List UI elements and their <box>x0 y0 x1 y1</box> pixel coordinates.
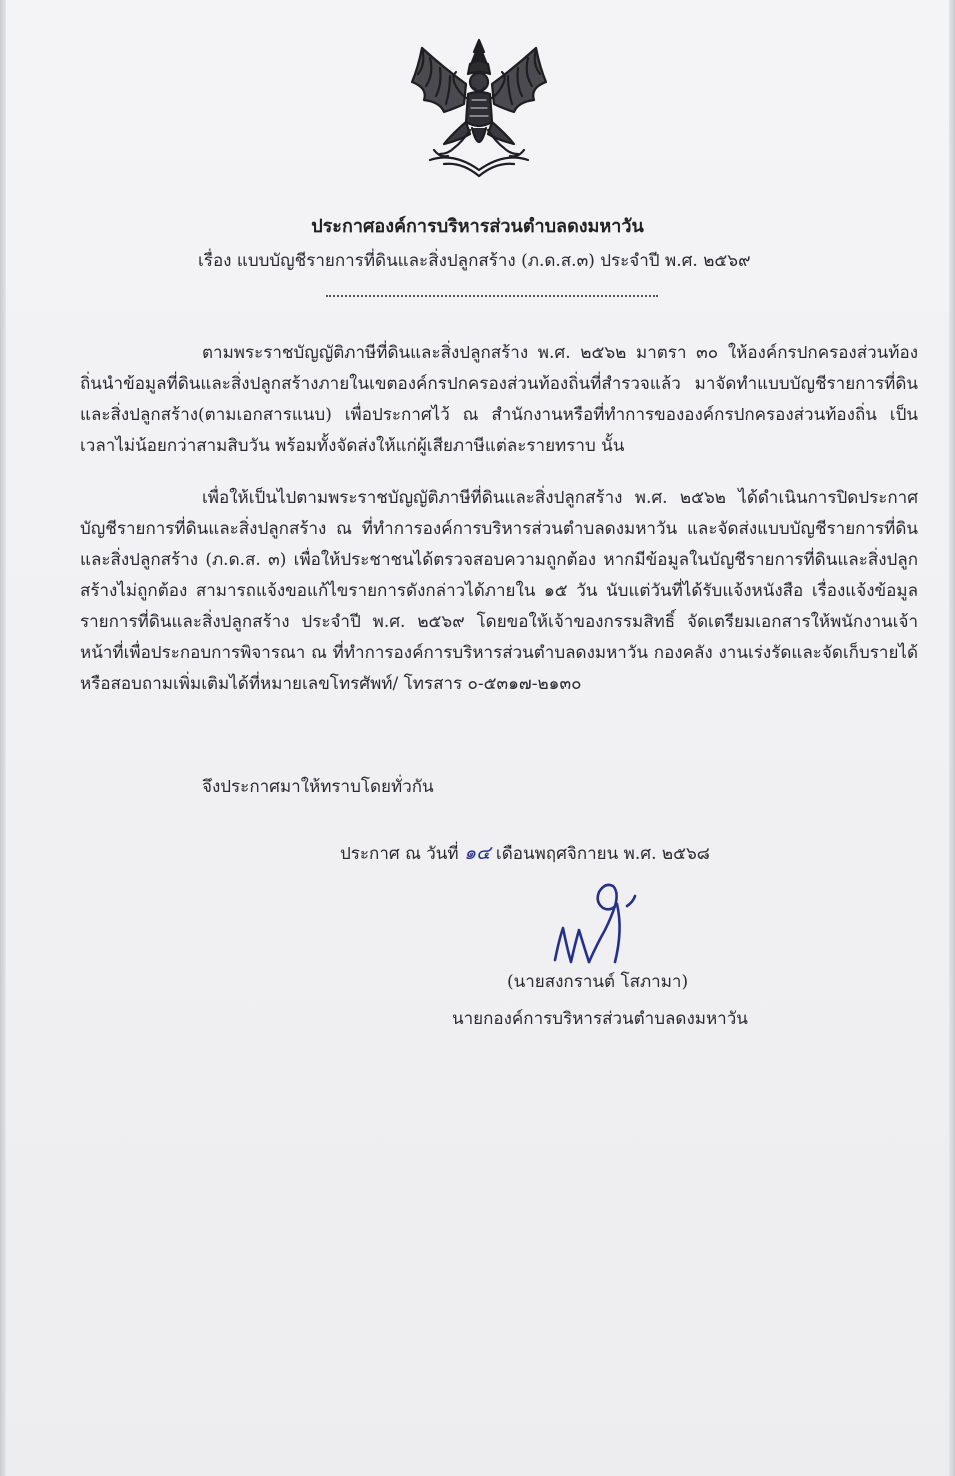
date-suffix: เดือนพฤศจิกายน พ.ศ. ๒๕๖๘ <box>495 844 710 864</box>
body-paragraph-2: เพื่อให้เป็นไปตามพระราชบัญญัติภาษีที่ดินและสิ่งปลูกสร้าง พ.ศ. ๒๕๖๒ ได้ดำเนินการปิดประกาศบัญชีรายการที่ดินและสิ่งปลูกสร้าง ณ ที่ทำการองค์การบริหารส่วนตำบลดงมหาวัน และจัดส่งแบบบัญชีรายการที่ดินและสิ่งปลูกสร้าง (ภ.ด.ส. ๓) เพื่อให้ประชาชนได้ตรวจสอบความถูกต้อง หากมีข้อมูลในบัญชีรายการที่ดินและสิ่งปลูกสร้างไม่ถูกต้อง สามารถแจ้งขอแก้ไขรายการดังกล่าวได้ภายใน ๑๕ วัน นับแต่วันที่ได้รับแจ้งหนังสือ เรื่องแจ้งข้อมูลรายการที่ดินและสิ่งปลูกสร้าง ประจำปี พ.ศ. ๒๕๖๙ โดยขอให้เจ้าของกรรมสิทธิ์ จัดเตรียมเอกสารให้พนักงานเจ้าหน้าที่เพื่อประกอบการพิจารณา ณ ที่ทำการองค์การบริหารส่วนตำบลดงมหาวัน กองคลัง งานเร่งรัดและจัดเก็บรายได้ หรือสอบถามเพิ่มเติมได้ที่หมายเลขโทรศัพท์/ โทรสาร ๐-๕๓๑๗-๒๑๓๐ <box>80 488 918 694</box>
garuda-emblem-icon <box>404 38 554 178</box>
date-prefix: ประกาศ ณ วันที่ <box>340 844 459 864</box>
handwritten-day: ๑๔ <box>464 842 491 864</box>
signatory-name: (นายสงกรานต์ โสภามา) <box>507 972 689 992</box>
body-paragraph-1: ตามพระราชบัญญัติภาษีที่ดินและสิ่งปลูกสร้าง พ.ศ. ๒๕๖๒ มาตรา ๓๐ ให้องค์กรปกครองส่วนท้องถิ่นนำข้อมูลที่ดินและสิ่งปลูกสร้างภายในเขตองค์กรปกครองส่วนท้องถิ่นที่สำรวจแล้ว มาจัดทำแบบบัญชีรายการที่ดินและสิ่งปลูกสร้าง(ตามเอกสารแนบ) เพื่อประกาศไว้ ณ สำนักงานหรือที่ทำการขององค์กรปกครองส่วนท้องถิ่น เป็นเวลาไม่น้อยกว่าสามสิบวัน พร้อมทั้งจัดส่งให้แก่ผู้เสียภาษีแต่ละรายทราบ นั้น <box>80 343 918 456</box>
document-subject: เรื่อง แบบบัญชีรายการที่ดินและสิ่งปลูกสร้าง (ภ.ด.ส.๓) ประจำปี พ.ศ. ๒๕๖๙ <box>198 251 751 271</box>
announcement-date <box>340 838 710 868</box>
document-title: ประกาศองค์การบริหารส่วนตำบลดงมหาวัน <box>311 216 644 237</box>
handwritten-signature-icon <box>545 870 655 980</box>
closing-line: จึงประกาศมาให้ทราบโดยทั่วกัน <box>202 777 434 797</box>
signatory-position: นายกองค์การบริหารส่วนตำบลดงมหาวัน <box>452 1009 748 1029</box>
dotted-divider <box>326 295 658 297</box>
